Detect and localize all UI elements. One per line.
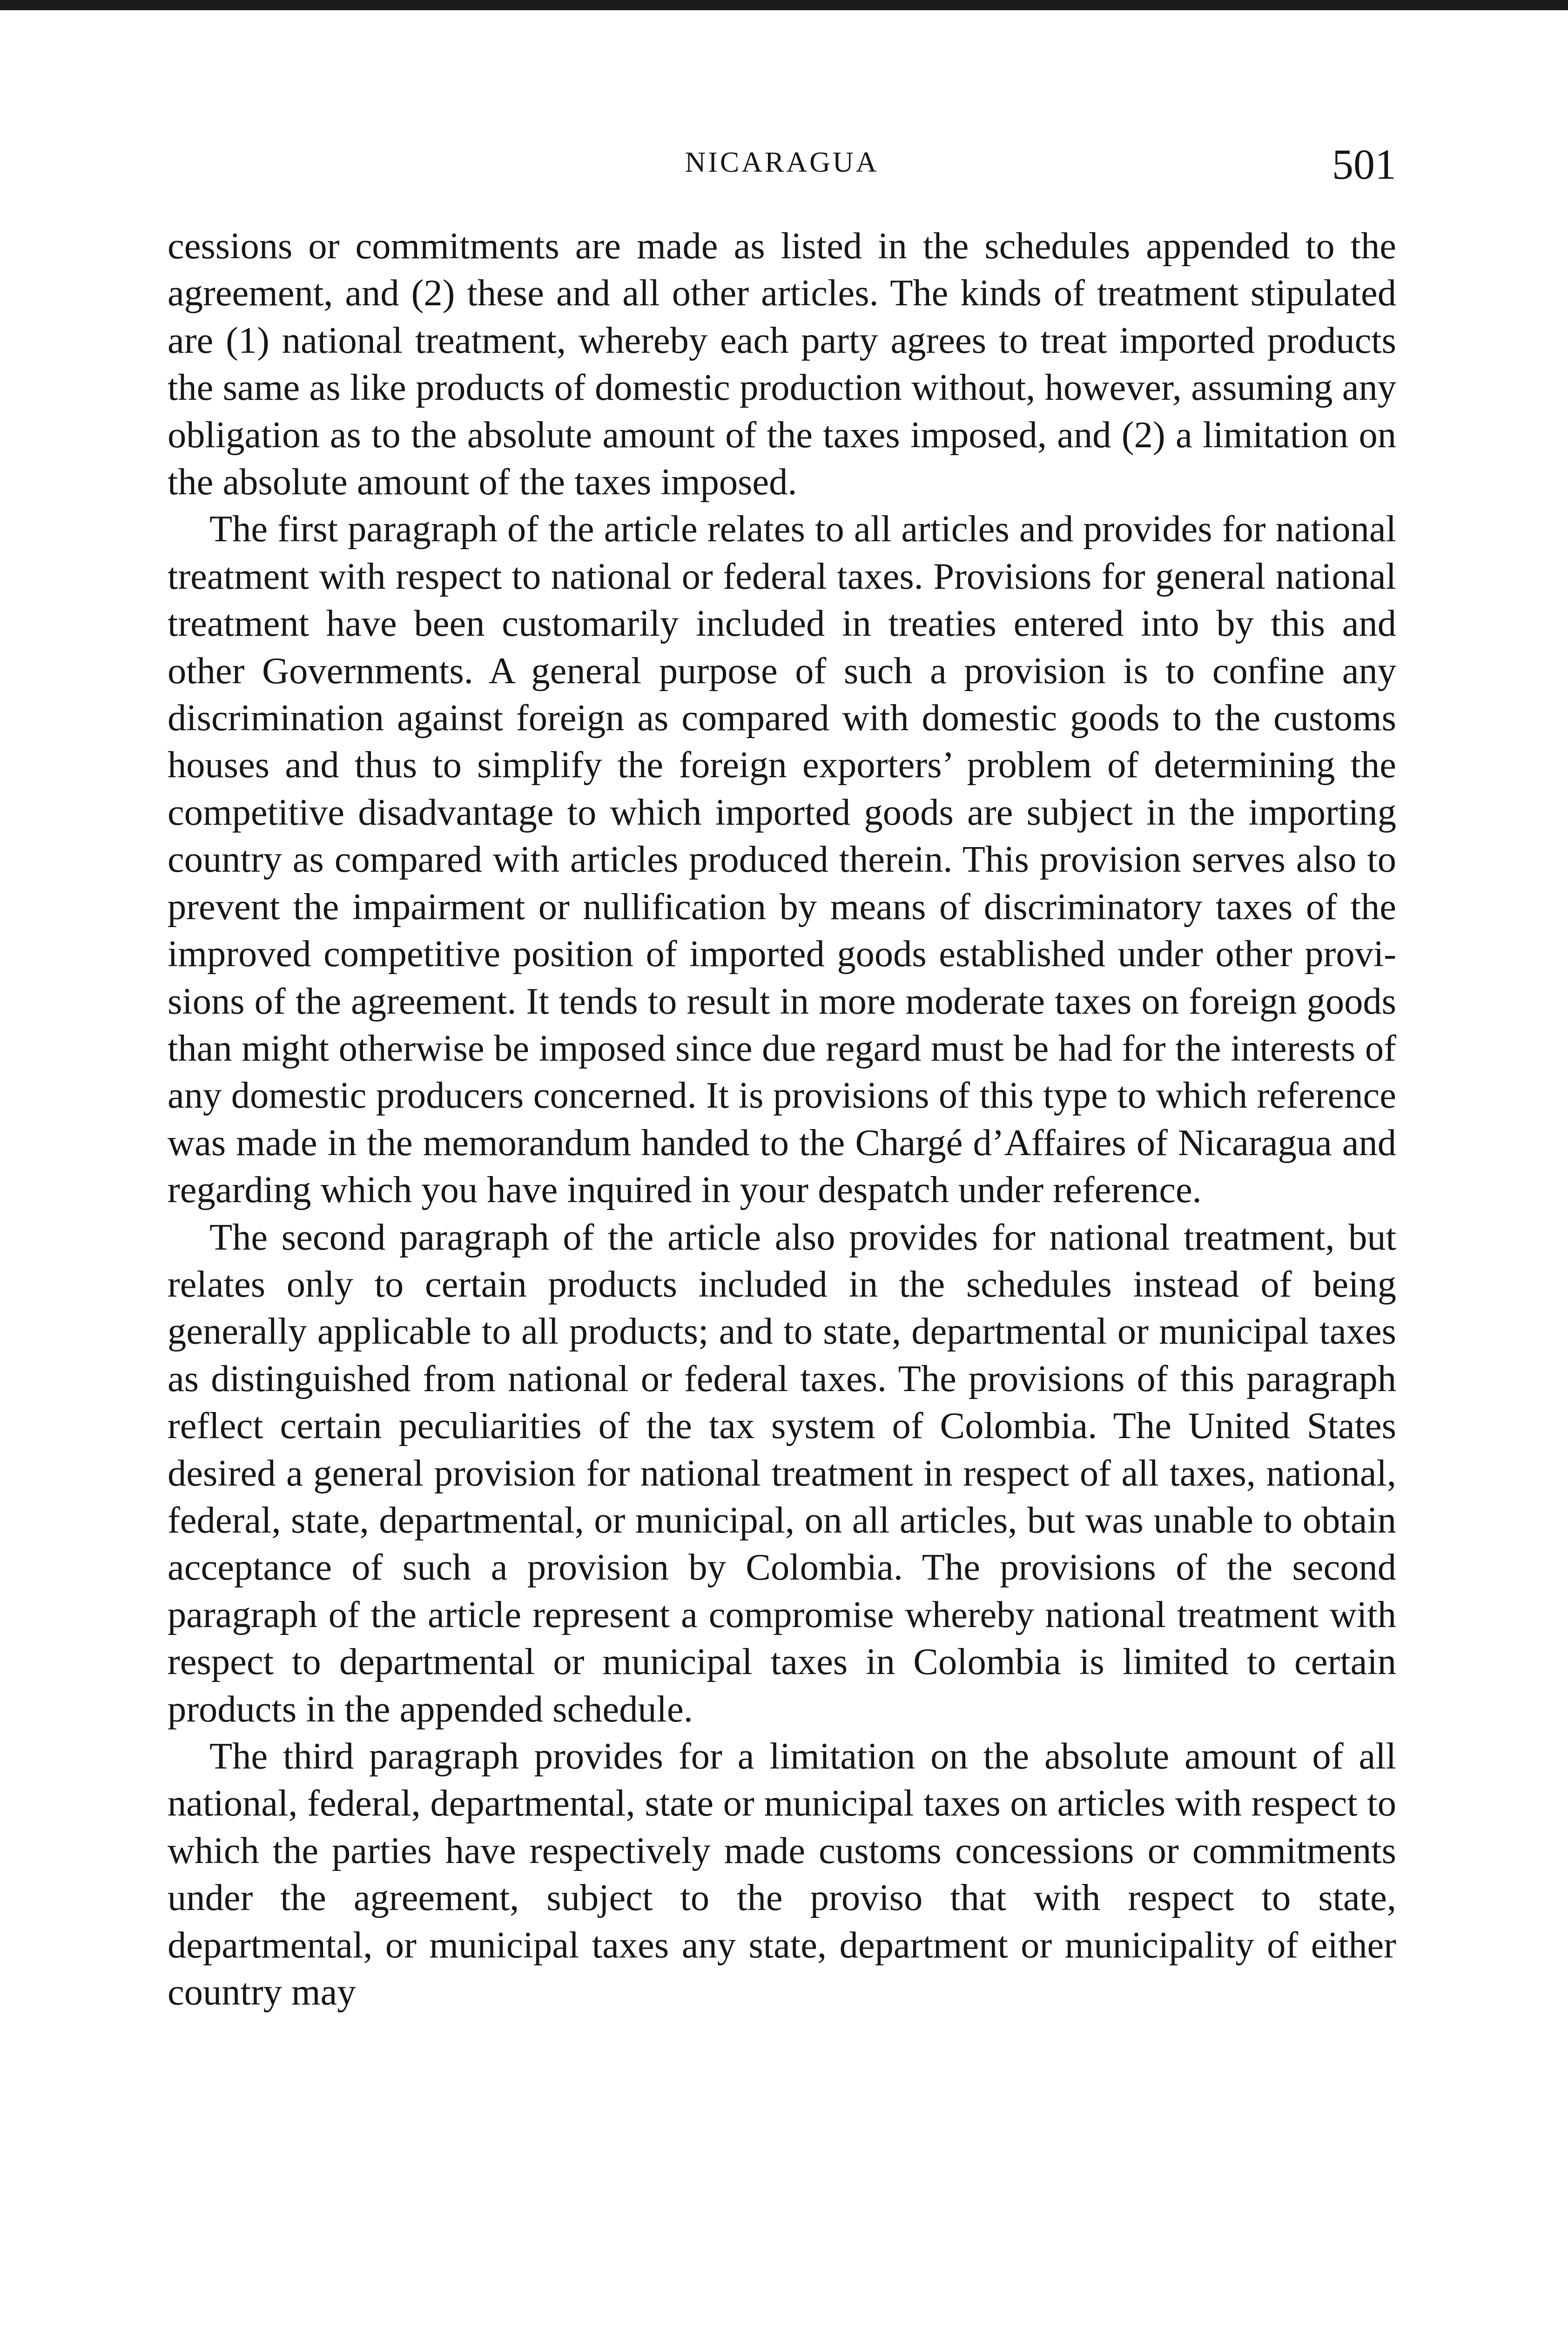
running-title: NICARAGUA bbox=[685, 147, 879, 178]
top-border-rule bbox=[0, 0, 1568, 10]
page-number: 501 bbox=[1332, 141, 1396, 188]
page-header bbox=[168, 140, 1396, 191]
paragraph-second-article: The second paragraph of the article also provides for national treatment, but relates only to certain products included in the schedules instead of being generally applicable to all products; and to state, departmental or municipal taxes as distinguished from national or federal taxes. The provisions of this paragraph reflect certain peculiarities of the tax system of Colombia. The United States desired a general provision for national treatment in respect of all taxes, national, federal, state, departmental, or municipal, on all articles, but was unable to obtain acceptance of such a provision by Colombia. The provisions of the second paragraph of the article represent a compromise whereby national treatment with respect to departmental or municipal taxes in Colombia is limited to certain products in the appended schedule. bbox=[168, 1216, 1396, 1730]
paragraph-continued: cessions or commitments are made as listed in the schedules appended to the agreement, and (2) these and all other articles. The kinds of treatment stipulated are (1) national treatment, whereby each party agrees to treat imported products the same as like products of domestic production without, however, assuming any obligation as to the absolute amount of the taxes imposed, and (2) a limitation on the absolute amount of the taxes imposed. bbox=[168, 225, 1396, 503]
paragraph-first-article: The first paragraph of the article relates to all articles and provides for national treatment with respect to national or federal taxes. Provisions for general national treatment have been customarily included in treaties entered into by this and other Governments. A general purpose of such a provision is to confine any discrimination against foreign as compared with domestic goods to the customs houses and thus to simplify the foreign exporters’ problem of determining the competitive disadvantage to which imported goods are subject in the importing country as compared with articles produced therein. This provision serves also to prevent the impairment or nullification by means of discriminatory taxes of the improved competitive position of imported goods established under other provisions of the agreement. It tends to result in more moderate taxes on foreign goods than might otherwise be imposed since due regard must be had for the interests of any domestic producers concerned. It is provisions of this type to which reference was made in the memorandum handed to the Chargé d’Affaires of Nicaragua and regarding which you have inquired in your despatch under reference. bbox=[168, 508, 1396, 1211]
paragraph-third-article: The third paragraph provides for a limitation on the absolute amount of all national, federal, departmental, state or municipal taxes on articles with respect to which the parties have respectively made customs concessions or commitments under the agreement, subject to the proviso that with respect to state, departmental, or municipal taxes any state, department or municipality of either country may bbox=[168, 1735, 1396, 2013]
body-text bbox=[168, 222, 1396, 2016]
